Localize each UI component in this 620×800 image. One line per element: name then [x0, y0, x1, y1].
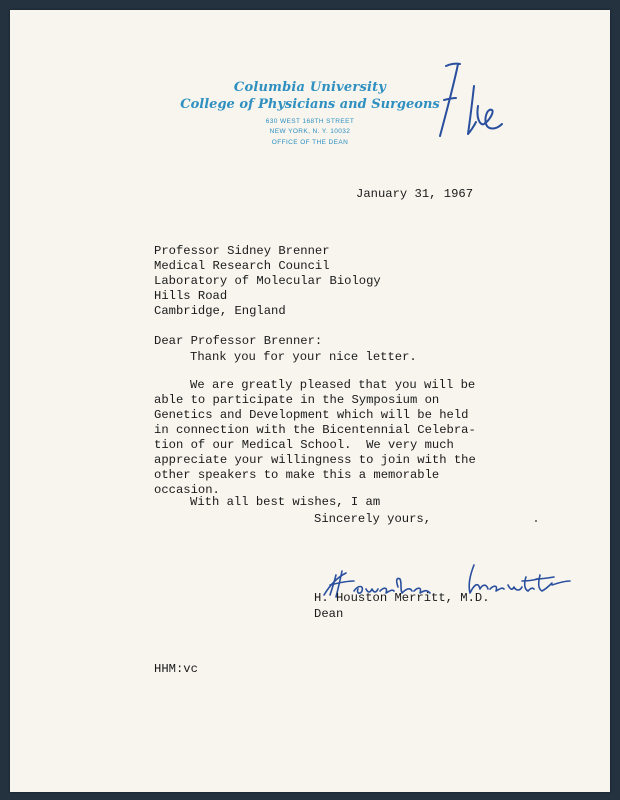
recipient-lab: Laboratory of Molecular Biology	[154, 274, 381, 288]
handwritten-file-annotation	[428, 60, 568, 150]
body-line: tion of our Medical School. We very much	[154, 438, 454, 452]
recipient-street: Hills Road	[154, 289, 228, 303]
recipient-name: Professor Sidney Brenner	[154, 244, 330, 258]
closing: Sincerely yours,	[314, 512, 432, 526]
letterhead-university: Columbia University	[233, 80, 387, 95]
body-line: occasion.	[154, 483, 220, 497]
body-line: in connection with the Bicentennial Celebra-	[154, 423, 476, 437]
letterhead-college: College of Physicians and Surgeons	[180, 97, 440, 112]
paragraph-wishes: With all best wishes, I am	[190, 495, 381, 509]
recipient-city: Cambridge, England	[154, 304, 286, 318]
salutation: Dear Professor Brenner:	[154, 334, 323, 348]
paper-speck	[535, 520, 537, 522]
paragraph-thanks: Thank you for your nice letter.	[190, 350, 417, 364]
signer-title: Dean	[314, 607, 344, 621]
body-line: other speakers to make this a memorable	[154, 468, 440, 482]
letterhead-office: OFFICE OF THE DEAN	[271, 139, 349, 146]
letterhead-street: 630 WEST 168TH STREET	[265, 118, 355, 125]
recipient-org: Medical Research Council	[154, 259, 330, 273]
signer-name: H. Houston Merritt, M.D.	[314, 591, 490, 605]
letterhead-city: NEW YORK, N. Y. 10032	[269, 128, 351, 135]
body-line: We are greatly pleased that you will be	[190, 378, 476, 392]
body-line: able to participate in the Symposium on	[154, 393, 440, 407]
letter-date: January 31, 1967	[356, 187, 474, 201]
reference-initials: HHM:vc	[154, 662, 198, 676]
letter-page	[10, 10, 610, 792]
body-line: appreciate your willingness to join with the	[154, 453, 476, 467]
body-line: Genetics and Development which will be held	[154, 408, 469, 422]
